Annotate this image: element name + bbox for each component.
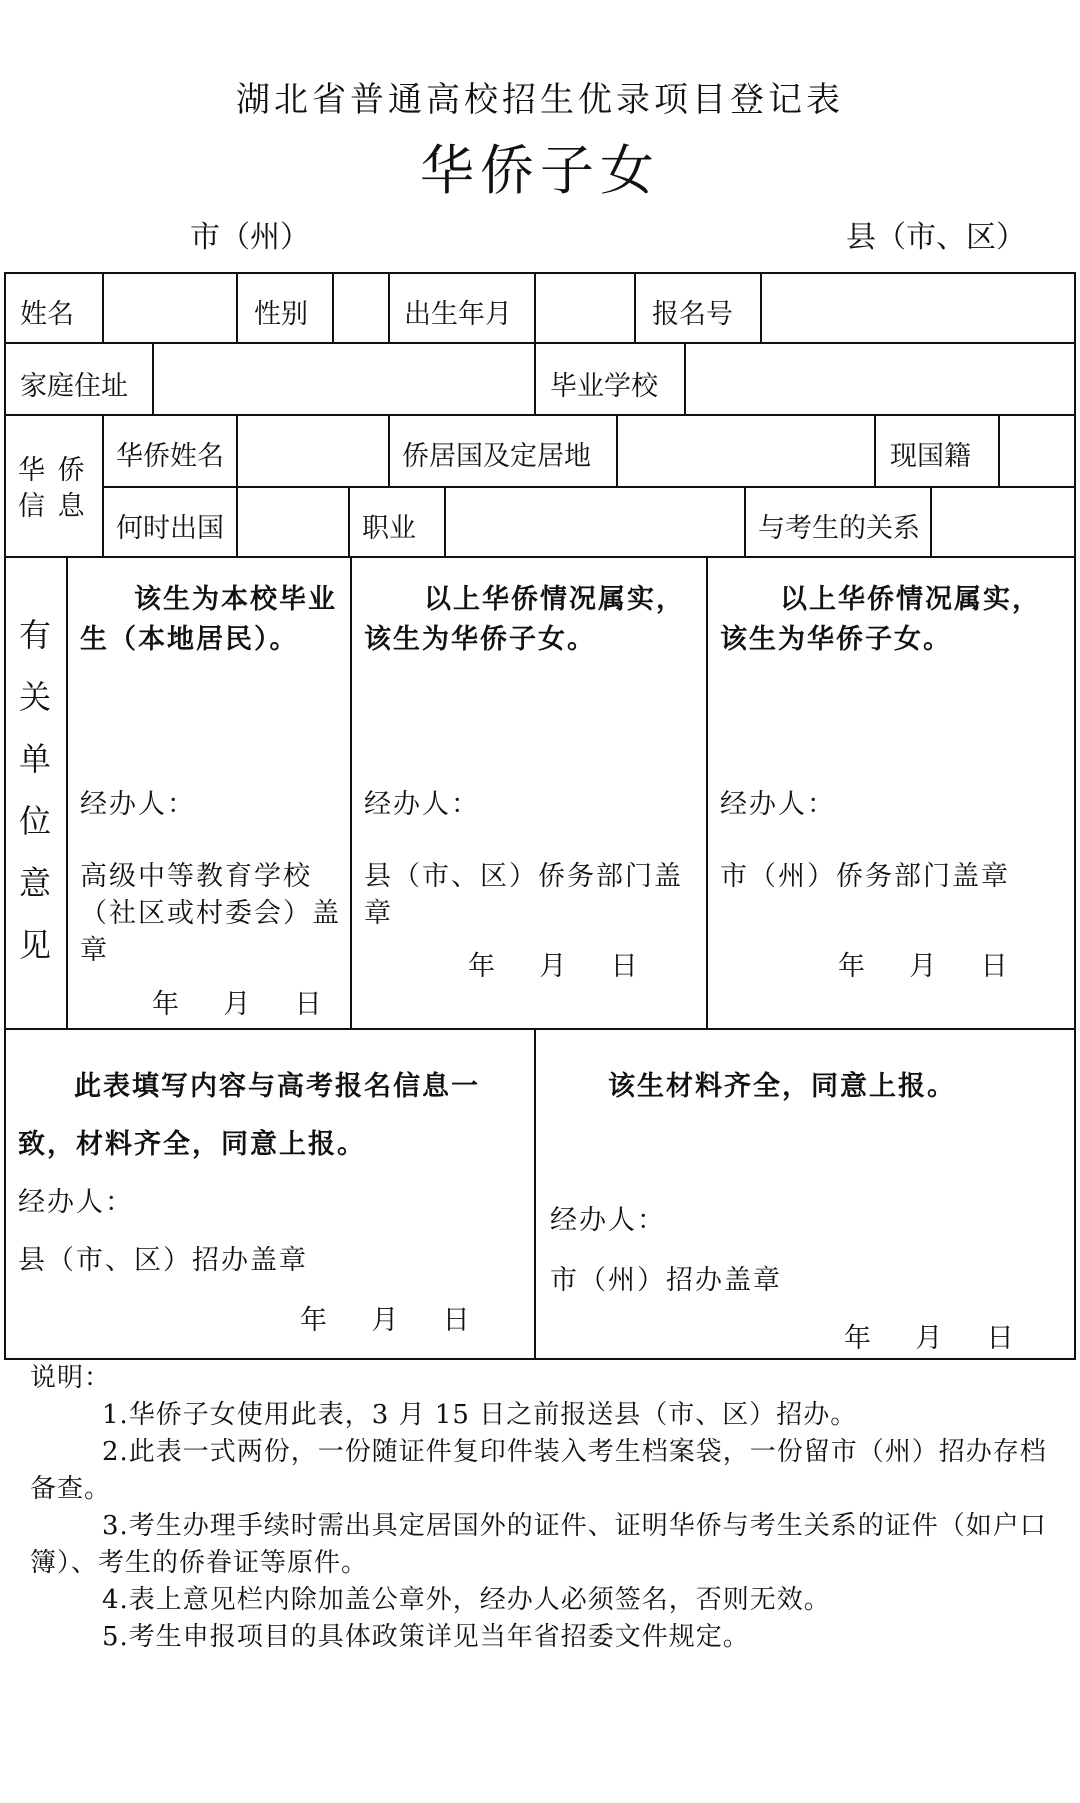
city-oc-handler-label: 经办人： — [720, 789, 836, 820]
note-item: 4.表上意见栏内除加盖公章外，经办人必须签名，否则无效。 — [102, 1585, 831, 1615]
opinion-label-char: 意 — [18, 864, 51, 902]
opinion-label-char: 位 — [18, 802, 51, 840]
relation-label: 与考生的关系 — [758, 513, 920, 544]
county-oc-opinion-statement: 以上华侨情况属实，该生为华侨子女。 — [364, 584, 685, 655]
city-admission-statement: 该生材料齐全，同意上报。 — [608, 1071, 956, 1102]
birth-label: 出生年月 — [404, 299, 512, 330]
birth-field[interactable] — [536, 274, 632, 340]
reg-no-label: 报名号 — [652, 299, 733, 330]
form-subtitle: 华侨子女 — [420, 139, 660, 202]
opinion-section-label — [18, 604, 52, 976]
county-admission-handler-label: 经办人： — [18, 1187, 134, 1218]
address-field[interactable] — [154, 344, 532, 412]
note-item: 2.此表一式两份，一份随证件复印件装入考生档案袋，一份留市（州）招办存档备查。 — [30, 1437, 1047, 1504]
opinion-label-char: 关 — [18, 678, 51, 716]
city-oc-seal-label: 市（州）侨务部门盖章 — [720, 861, 1010, 892]
school-field[interactable] — [686, 344, 1072, 412]
occupation-field[interactable] — [446, 488, 742, 554]
gender-label: 性别 — [254, 299, 308, 330]
county-admission-statement: 此表填写内容与高考报名信息一致，材料齐全，同意上报。 — [18, 1071, 480, 1160]
occupation-label: 职业 — [362, 513, 416, 544]
residence-field[interactable] — [618, 416, 872, 484]
city-admission-seal-label: 市（州）招办盖章 — [550, 1265, 782, 1296]
notes-section — [30, 1360, 1060, 1656]
county-oc-handler-label: 经办人： — [364, 789, 480, 820]
opinion-label-char: 有 — [18, 616, 51, 654]
city-admission-date-label: 年 月 日 — [844, 1323, 1016, 1354]
county-admission-seal-label: 县（市、区）招办盖章 — [18, 1245, 308, 1276]
reg-no-field[interactable] — [762, 274, 1072, 340]
school-seal-label: 高级中等教育学校（社区或村委会）盖章 — [80, 861, 341, 966]
school-label: 毕业学校 — [550, 371, 658, 402]
address-label: 家庭住址 — [20, 371, 128, 402]
gender-field[interactable] — [334, 274, 386, 340]
city-oc-opinion-statement: 以上华侨情况属实，该生为华侨子女。 — [720, 584, 1041, 655]
opinion-label-char: 单 — [18, 740, 51, 778]
name-label: 姓名 — [20, 299, 74, 330]
relation-field[interactable] — [932, 488, 1072, 554]
city-label: 市（州） — [190, 220, 310, 255]
note-item: 5.考生申报项目的具体政策详见当年省招委文件规定。 — [102, 1622, 750, 1652]
county-label: 县（市、区） — [846, 220, 1026, 255]
county-admission-date-label: 年 月 日 — [300, 1305, 472, 1336]
note-item: 1.华侨子女使用此表，3 月 15 日之前报送县（市、区）招办。 — [102, 1400, 858, 1430]
county-oc-seal-label: 县（市、区）侨务部门盖章 — [364, 861, 683, 929]
oc-name-field[interactable] — [238, 416, 386, 484]
county-oc-date-label: 年 月 日 — [468, 951, 640, 982]
registration-form — [4, 272, 1076, 1360]
form-title: 湖北省普通高校招生优录项目登记表 — [236, 80, 844, 120]
exit-time-field[interactable] — [238, 488, 346, 554]
opinion-label-char: 见 — [18, 926, 51, 964]
city-oc-date-label: 年 月 日 — [838, 951, 1010, 982]
oc-name-label: 华侨姓名 — [116, 441, 224, 472]
city-admission-handler-label: 经办人： — [550, 1205, 666, 1236]
overseas-section-label-1: 华 侨 — [18, 455, 87, 486]
school-opinion-statement: 该生为本校毕业生（本地居民）。 — [80, 584, 337, 655]
nationality-label: 现国籍 — [890, 441, 971, 472]
nationality-field[interactable] — [1000, 416, 1072, 484]
school-date-label: 年 月 日 — [152, 989, 324, 1020]
note-item: 3.考生办理手续时需出具定居国外的证件、证明华侨与考生关系的证件（如户口簿）、考生的侨眷证等原件。 — [30, 1511, 1047, 1578]
overseas-section-label-2: 信 息 — [18, 491, 87, 522]
notes-heading: 说明： — [30, 1363, 112, 1393]
school-handler-label: 经办人： — [80, 789, 196, 820]
residence-label: 侨居国及定居地 — [402, 441, 591, 472]
exit-time-label: 何时出国 — [116, 513, 224, 544]
name-field[interactable] — [104, 274, 234, 340]
